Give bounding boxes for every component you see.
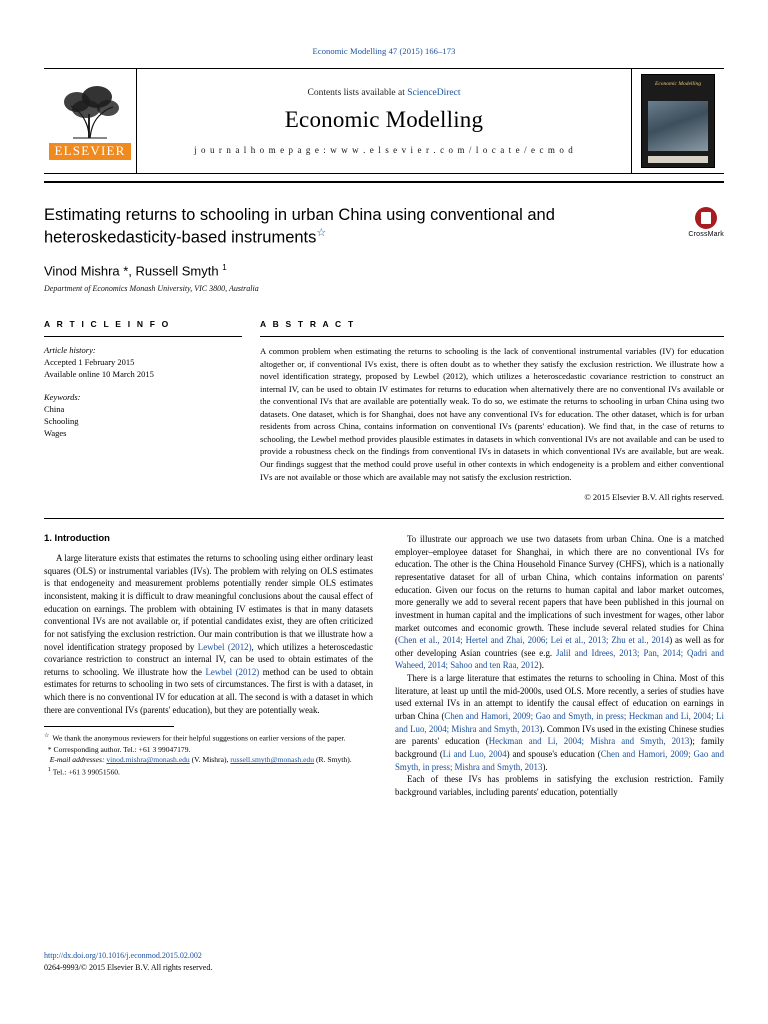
page-footer: [44, 950, 212, 974]
email-label: E-mail addresses:: [49, 755, 105, 765]
keyword-item: Wages: [44, 428, 67, 439]
section-title-introduction: 1. Introduction: [44, 533, 110, 545]
body-columns: [44, 533, 724, 798]
footnote-tel-text: Tel.: +61 3 99051560.: [52, 767, 120, 777]
abstract: [260, 319, 724, 502]
journal-masthead: [44, 68, 724, 174]
footnote-star-text: We thank the anonymous reviewers for their helpful suggestions on earlier versions of the paper.: [52, 733, 346, 743]
article-history-label: Article history:: [44, 345, 96, 356]
footnote-tel: [44, 766, 373, 778]
body-column-left: [44, 533, 373, 798]
cover-footer-bar: [648, 156, 708, 163]
journal-cover-thumb: [632, 69, 724, 173]
cover-image: [641, 74, 715, 168]
sciencedirect-link[interactable]: ScienceDirect: [407, 87, 461, 98]
title-block: [44, 205, 724, 293]
crossmark-badge[interactable]: [650, 205, 724, 293]
footnote-rule: [44, 726, 174, 727]
affiliation: Department of Economics Monash University, VIC 3800, Australia: [44, 284, 259, 294]
author-affiliation-marker: 1: [222, 262, 227, 272]
abstract-text: A common problem when estimating the returns to schooling is the lack of conventional instrumental variables (IV) for education altogether or, if conventional IVs exist, there is often doubt as to whether they satisfy the exclusion restriction. We illustrate how a novel identification strategy, proposed by Lewbel (2012), which utilizes a heteroscedastic covariance restriction to construct an internal IV, can be used to obtain IV estimates for returns to education when alternatively there are no conventional IVs available or the conventional IVs that are available are potentially weak. To do so, we estimate the returns to schooling in urban China using two datasets. One dataset, which is for Shanghai, does not have any conventional IVs for education. The other dataset, which is for urban residents from across China, contains information on conventional IVs (parents' education). We find that, in the case of returns to schooling, the Lewbel method provides plausible estimates in datasets in which conventional IVs are not available and can be used to provide a robustness check on the findings from conventional IVs in datasets in which conventional IVs are available, but are weak. Our findings suggest that the method could prove useful in other contexts in which endogeneity is a problem and either conventional IVs are not available or those which are available may not satisfy the exclusion restriction.: [260, 346, 724, 482]
masthead-rule: [44, 181, 724, 183]
footnote-corresponding: * Corresponding author. Tel.: +61 3 99047179.: [44, 744, 191, 754]
issn-copyright: 0264-9993/© 2015 Elsevier B.V. All rights reserved.: [44, 963, 213, 972]
email-link-2[interactable]: russell.smyth@monash.edu: [230, 755, 315, 765]
journal-homepage[interactable]: j o u r n a l h o m e p a g e : w w w . e l s e v i e r . c o m / l o c a t e / e c m o d: [194, 144, 574, 155]
contents-line: [307, 88, 460, 98]
article-info-heading: A R T I C L E I N F O: [44, 319, 171, 330]
footnote-emails: [44, 755, 373, 766]
title-footnote-marker: ☆: [316, 227, 327, 240]
elsevier-tree-icon: [59, 84, 121, 142]
crossmark-label: CrossMark: [688, 231, 724, 238]
authors-text: Vinod Mishra *, Russell Smyth: [44, 263, 223, 279]
article-history-item: Available online 10 March 2015: [44, 369, 154, 380]
footnote-star: [44, 732, 373, 744]
abstract-copyright: © 2015 Elsevier B.V. All rights reserved.: [584, 492, 724, 503]
author-list: [44, 263, 650, 278]
paper-title-text: Estimating returns to schooling in urban China using conventional and heteroskedasticity-based instruments: [44, 206, 555, 247]
article-history-item: Accepted 1 February 2015: [44, 357, 135, 368]
paragraph: To illustrate our approach we use two datasets from urban China. One is a matched employer–employee dataset for Shanghai, in which there are no conventional IVs for education. The other is the China Household Finance Survey (CHFS), which is a nationally representative dataset for all of urban China, which contains information on parents' education. Given our focus on the returns to human capital and labor market outcomes, more generally we add to several recent papers that have been published in this journal on investment in human capital and the implications of such investment for wages, other labor market outcomes and economic growth. These include several related studies for China (Chen et al., 2014; Hertel and Zhai, 2006; Lei et al., 2013; Zhu et al., 2014) as well as for other developing Asian countries (see e.g. Jalil and Idrees, 2013; Pan, 2014; Qadri and Waheed, 2014; Sahoo and ten Raa, 2012).: [395, 534, 725, 671]
abstract-rule: [260, 336, 724, 337]
info-abstract-row: [44, 319, 724, 502]
crossmark-icon: [695, 207, 717, 229]
abstract-heading: A B S T R A C T: [260, 319, 356, 330]
cover-artwork: [648, 101, 708, 151]
running-head: Economic Modelling 47 (2015) 166–173: [312, 46, 456, 56]
body-rule: [44, 518, 724, 519]
cover-title: Economic Modelling: [655, 81, 701, 87]
keywords-label: Keywords:: [44, 391, 81, 402]
article-info-rule: [44, 336, 242, 337]
journal-title: Economic Modelling: [284, 106, 484, 132]
article-info: [44, 319, 260, 502]
paragraph: There is a large literature that estimates the returns to schooling in China. Most of this literature, at least up until the mid-2000s, used OLS. More recently, a series of studies have used external IVs in an attempt to identify the causal effect of education on earnings in urban China (Chen and Hamori, 2009; Gao and Smyth, in press; Heckman and Li, 2004; Li and Luo, 2004; Mishra and Smyth, 2013). Common IVs used in the existing Chinese studies are parents' education (Heckman and Li, 2004; Mishra and Smyth, 2013); family background (Li and Luo, 2004) and spouse's education (Chen and Hamori, 2009; Gao and Smyth, in press; Mishra and Smyth, 2013).: [395, 673, 725, 772]
footnote-corresponding-text: Corresponding author. Tel.: +61 3 99047179.: [53, 744, 191, 754]
email-name-2: (R. Smyth).: [315, 755, 352, 765]
paragraph: A large literature exists that estimates the returns to schooling using either ordinary least squares (OLS) or instrumental variables (IVs). The problem with relying on OLS estimates is that endogeneity and measurement problems potentially render simple OLS estimates inconsistent, making it is difficult to draw meaningful conclusions about the causal effect of education on earnings. The problem with obtaining IV estimates is that in many datasets conventional IVs are not available or, if potential candidates exist, they are often criticized for not satisfying the exclusion restriction. Our main contribution is that we illustrate how a novel identification strategy proposed by Lewbel (2012), which utilizes a heteroscedastic covariance restriction to construct an internal IV, can be used to obtain estimates of the returns to schooling. We illustrate how the Lewbel (2012) method can be used to obtain estimates for returns to schooling in two sets of circumstances. The first is with a dataset, in which there is no conventional IV for education at all. The second is with a dataset in which there are conventional IVs (parents' education), but they are potentially weak.: [44, 553, 374, 715]
publisher-logo: [44, 69, 136, 173]
keywords-block: [44, 392, 242, 440]
keyword-item: China: [44, 403, 65, 414]
doi-link[interactable]: http://dx.doi.org/10.1016/j.econmod.2015.02.002: [44, 951, 202, 960]
body-column-right: [395, 533, 724, 798]
email-name-1: (V. Mishra),: [189, 755, 231, 765]
footnote-star-marker: ☆: [44, 733, 53, 740]
email-link-1[interactable]: vinod.mishra@monash.edu: [106, 755, 190, 765]
paragraph: Each of these IVs has problems in satisfying the exclusion restriction. Family background variables, including parents' education, potentially: [395, 774, 724, 797]
keyword-item: Schooling: [44, 415, 79, 426]
publisher-wordmark: ELSEVIER: [49, 143, 132, 160]
contents-prefix: Contents lists available at: [307, 87, 408, 98]
masthead-center: [136, 69, 632, 173]
footnote-tel-marker: 1: [47, 767, 51, 774]
page-title: [44, 205, 650, 249]
